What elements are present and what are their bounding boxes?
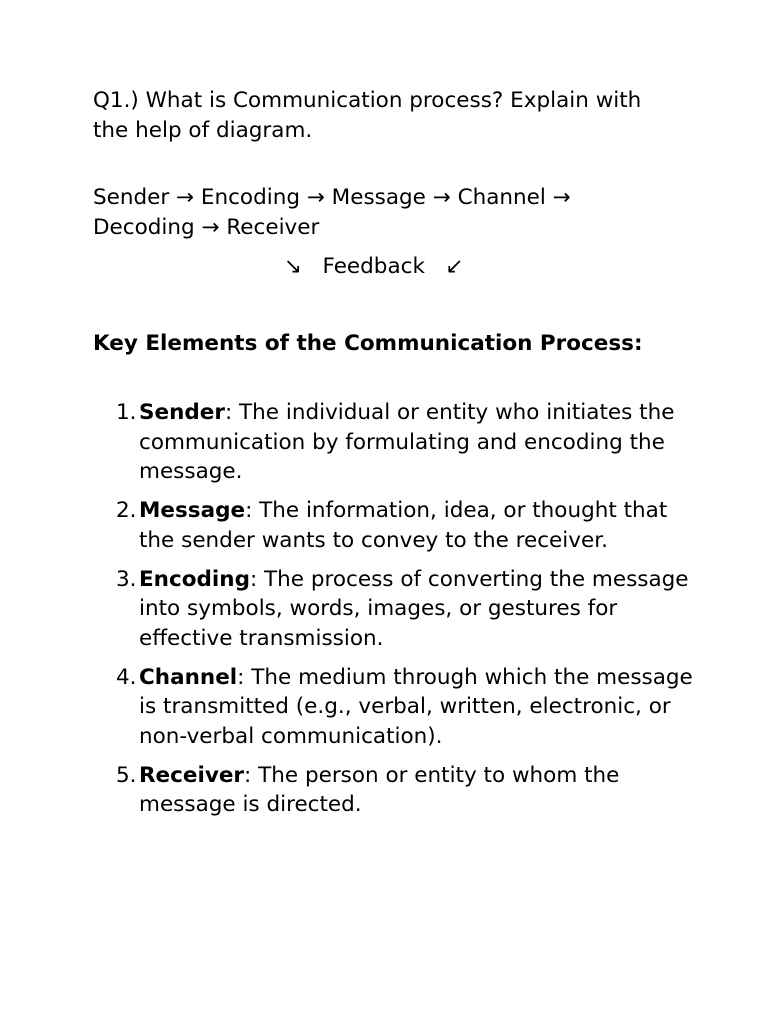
key-elements-list bbox=[116, 398, 696, 829]
list-item bbox=[116, 663, 696, 752]
list-item-description: : The process of converting the message into symbols, words, images, or gestures for effective transmission. bbox=[139, 566, 689, 651]
list-item-description: : The person or entity to whom the message is directed. bbox=[139, 762, 620, 817]
list-item-number: 1. bbox=[116, 400, 137, 425]
list-item-term: Receiver bbox=[139, 762, 245, 788]
list-item bbox=[116, 398, 696, 487]
list-item-description: : The medium through which the message is transmitted (e.g., verbal, written, electronic, or non-verbal communication). bbox=[139, 664, 693, 749]
list-item-number: 3. bbox=[116, 566, 137, 592]
feedback-loop: ↘ Feedback ↙ bbox=[284, 254, 464, 279]
list-item-description: : The individual or entity who initiates the communication by formulating and encoding the message. bbox=[139, 400, 675, 484]
question-text: Q1.) What is Communication process? Explain with the help of diagram. bbox=[93, 88, 642, 143]
list-item-term: Encoding bbox=[139, 566, 250, 592]
list-item-term: Sender bbox=[139, 400, 225, 425]
list-item-number: 5. bbox=[116, 762, 137, 788]
list-item bbox=[116, 496, 696, 555]
list-item bbox=[116, 565, 696, 654]
list-item bbox=[116, 761, 696, 820]
list-item-term: Message bbox=[139, 498, 246, 523]
process-flow-diagram: Sender → Encoding → Message → Channel → Decoding → Receiver bbox=[93, 185, 571, 240]
list-item-description: : The information, idea, or thought that the sender wants to convey to the receiver. bbox=[139, 498, 668, 553]
list-item-number: 4. bbox=[116, 664, 137, 690]
list-item-term: Channel bbox=[139, 664, 238, 690]
key-elements-heading: Key Elements of the Communication Process: bbox=[93, 331, 643, 356]
list-item-number: 2. bbox=[116, 498, 137, 523]
